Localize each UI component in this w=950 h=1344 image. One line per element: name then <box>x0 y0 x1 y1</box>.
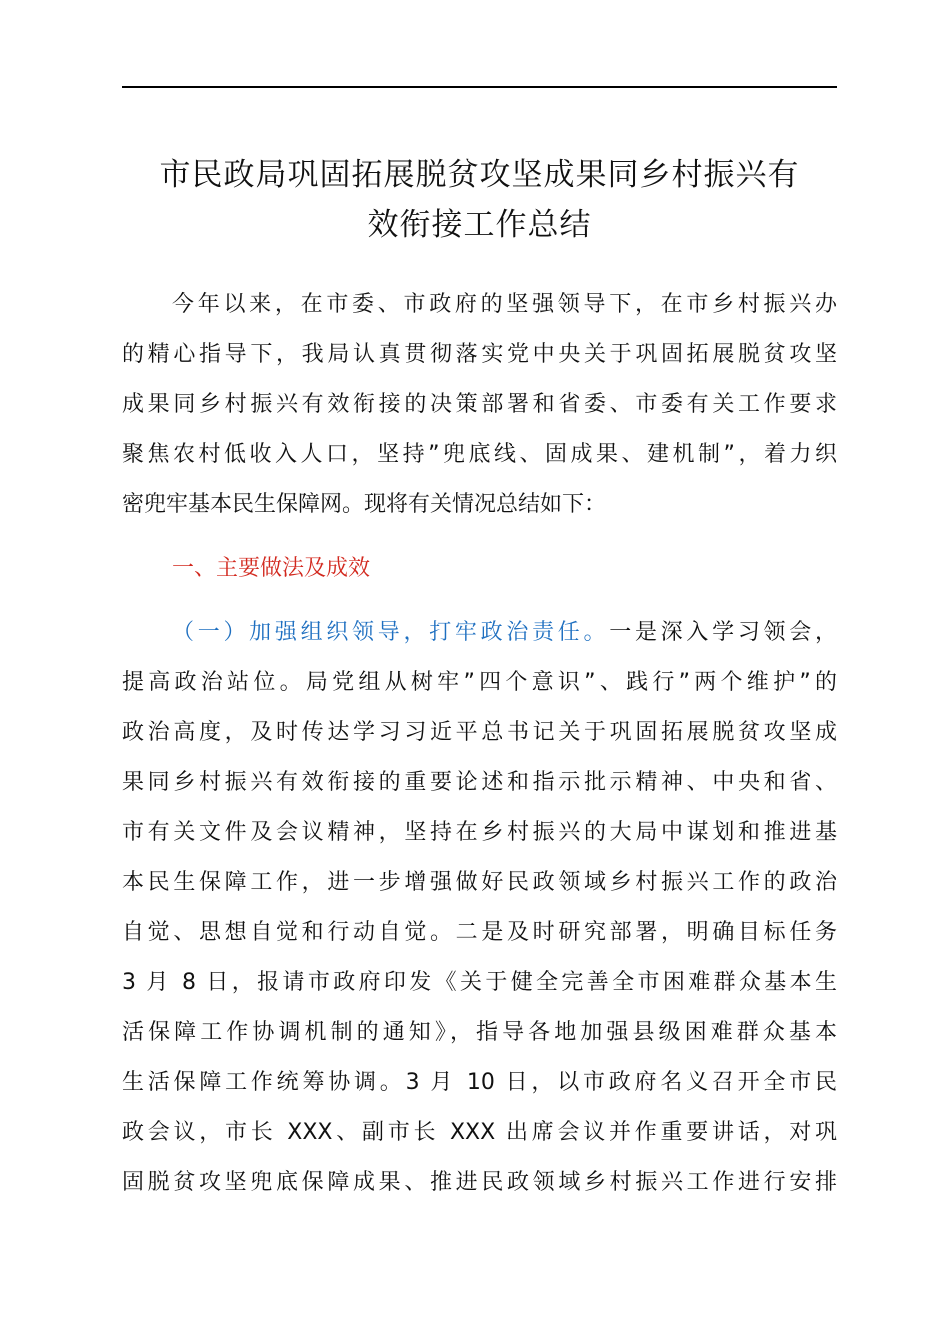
body-line: 活保障工作协调机制的通知》，指导各地加强县级困难群众基本 <box>122 1020 837 1045</box>
body-line: 自觉、思想自觉和行动自觉。二是及时研究部署，明确目标任务 <box>122 920 837 945</box>
body-line: 提高政治站位。局党组从树牢”四个意识”、践行”两个维护”的 <box>122 670 837 695</box>
sub-heading-line <box>122 608 837 658</box>
intro-line: 聚焦农村低收入人口，坚持”兜底线、固成果、建机制”，着力织 <box>122 442 837 467</box>
body-line: 果同乡村振兴有效衔接的重要论述和指示批示精神、中央和省、 <box>122 770 837 795</box>
body-line: 生活保障工作统筹协调。3 月 10 日，以市政府名义召开全市民 <box>122 1070 837 1095</box>
document-title <box>122 150 837 250</box>
intro-line: 密兜牢基本民生保障网。现将有关情况总结如下： <box>122 492 607 517</box>
body-line: 固脱贫攻坚兜底保障成果、推进民政领域乡村振兴工作进行安排 <box>122 1170 837 1195</box>
intro-line: 成果同乡村振兴有效衔接的决策部署和省委、市委有关工作要求 <box>122 392 837 417</box>
spacer <box>122 530 837 544</box>
title-line-2: 效衔接工作总结 <box>367 207 592 243</box>
sub-heading-rest: 一是深入学习领会， <box>609 620 837 645</box>
document-body <box>122 280 837 1208</box>
sub-heading: （一）加强组织领导，打牢政治责任。 <box>172 620 610 645</box>
intro-line: 的精心指导下，我局认真贯彻落实党中央关于巩固拓展脱贫攻坚 <box>122 342 837 367</box>
intro-line: 今年以来，在市委、市政府的坚强领导下，在市乡村振兴办 <box>172 292 837 317</box>
body-line: 政治高度，及时传达学习习近平总书记关于巩固拓展脱贫攻坚成 <box>122 720 837 745</box>
body-line: 3 月 8 日，报请市政府印发《关于健全完善全市困难群众基本生 <box>122 970 837 995</box>
body-line: 政会议，市长 XXX、副市长 XXX 出席会议并作重要讲话，对巩 <box>122 1120 837 1145</box>
header-rule <box>122 86 837 88</box>
body-line: 本民生保障工作，进一步增强做好民政领域乡村振兴工作的政治 <box>122 870 837 895</box>
spacer <box>122 594 837 608</box>
section-heading: 一、主要做法及成效 <box>172 556 371 581</box>
title-line-1: 市民政局巩固拓展脱贫攻坚成果同乡村振兴有 <box>159 157 800 193</box>
body-line: 市有关文件及会议精神，坚持在乡村振兴的大局中谋划和推进基 <box>122 820 837 845</box>
